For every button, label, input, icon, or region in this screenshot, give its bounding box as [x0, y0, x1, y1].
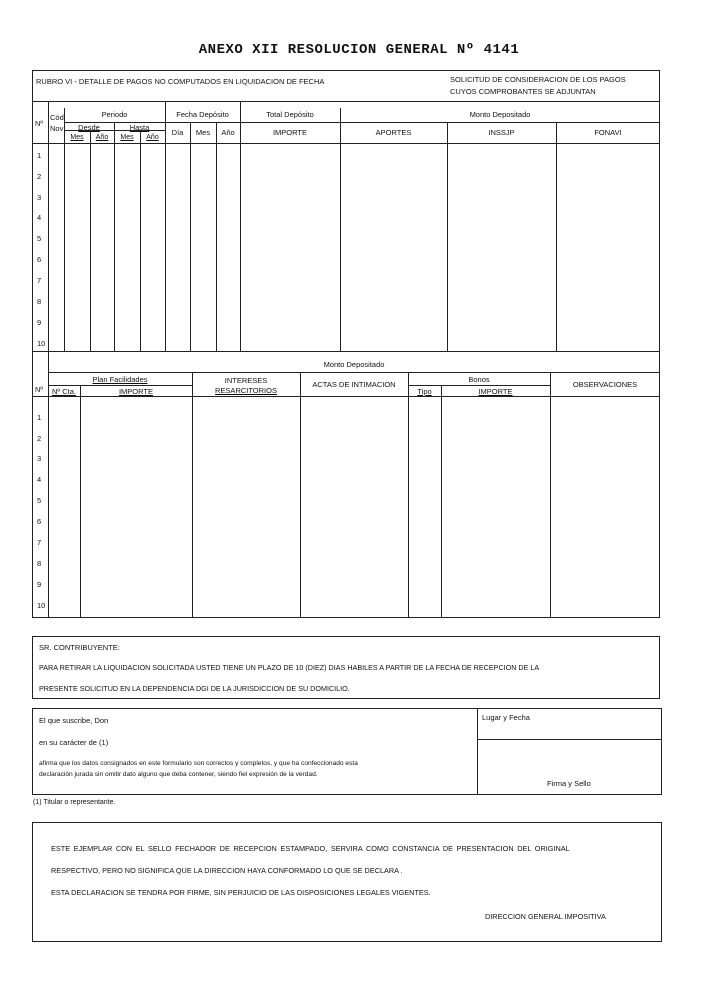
table-row: 6 — [37, 517, 42, 526]
table-row: 7 — [37, 276, 42, 285]
table-row: 8 — [37, 559, 42, 568]
col-tipo: Tipo — [417, 387, 432, 396]
rubro-label: RUBRO VI - DETALLE DE PAGOS NO COMPUTADOS EN LIQUIDACION DE FECHA — [36, 77, 325, 86]
caracter-field[interactable]: en su carácter de (1) — [39, 738, 109, 747]
col-bonos: Bonos — [468, 375, 490, 384]
col-resarcitorios: RESARCITORIOS — [215, 386, 277, 395]
col-monto-depositado-2: Monto Depositado — [323, 360, 385, 369]
col-fecha-deposito: Fecha Depósito — [176, 110, 229, 119]
table-row: 1 — [37, 413, 42, 422]
table-row: 7 — [37, 538, 42, 547]
col-no: Nº — [35, 119, 44, 128]
col-desde-anio: Año — [95, 134, 109, 141]
col-mes: Mes — [195, 128, 211, 137]
table-row: 6 — [37, 255, 42, 264]
col-no-cta: Nº Cta. — [52, 387, 76, 396]
table-row: 10 — [37, 339, 46, 348]
col-plan-facilidades: Plan Facilidades — [92, 375, 148, 384]
table-row: 2 — [37, 172, 42, 181]
aviso-line-3: ESTA DECLARACION SE TENDRA POR FIRME, SIN PERJUICIO DE LAS DISPOSICIONES LEGALES VIGENTES. — [51, 888, 431, 897]
col-dia: Día — [171, 128, 184, 137]
firma-sello-field[interactable]: Firma y Sello — [547, 779, 591, 788]
col-monto-depositado: Monto Depositado — [469, 110, 531, 119]
table-row: 3 — [37, 193, 42, 202]
table-row: 10 — [37, 601, 46, 610]
col-cod: Cód — [50, 113, 64, 122]
col-aportes: APORTES — [375, 128, 412, 137]
col-observaciones: OBSERVACIONES — [572, 380, 638, 389]
col-importe: IMPORTE — [272, 128, 308, 137]
solicitud-line-2: CUYOS COMPROBANTES SE ADJUNTAN — [450, 87, 596, 96]
table-row: 9 — [37, 318, 42, 327]
lugar-fecha-field[interactable]: Lugar y Fecha — [482, 713, 530, 722]
col-inssjp: INSSJP — [488, 128, 515, 137]
footnote: (1) Titular o representante. — [33, 799, 116, 806]
suscribe-field[interactable]: El que suscribe, Don — [39, 716, 109, 725]
solicitud-line-1: SOLICITUD DE CONSIDERACION DE LOS PAGOS — [450, 75, 626, 84]
col-importe-bonos: IMPORTE — [478, 387, 513, 396]
afirma-line-1: afirma que los datos consignados en este formulario son correctos y completos, y que ha confeccionado esta — [39, 760, 358, 767]
col-hasta: Hasta — [129, 123, 150, 132]
table-row: 4 — [37, 213, 42, 222]
page-title: ANEXO XII RESOLUCION GENERAL Nº 4141 — [198, 42, 520, 58]
col-intereses: INTERESES — [224, 376, 268, 385]
col-desde-mes: Mes — [70, 134, 84, 141]
aviso-line-1: ESTE EJEMPLAR CON EL SELLO FECHADOR DE RECEPCION ESTAMPADO, SERVIRA COMO CONSTANCIA DE PRESENTACION DEL ORIGINAL — [51, 844, 570, 853]
col-hasta-mes: Mes — [120, 134, 134, 141]
notice-line-1: PARA RETIRAR LA LIQUIDACION SOLICITADA USTED TIENE UN PLAZO DE 10 (DIEZ) DIAS HABILES A PARTIR DE LA FECHA DE RECEPCION DE LA — [39, 663, 540, 672]
col-actas: ACTAS DE INTIMACION — [312, 380, 396, 389]
reception-notice — [32, 822, 662, 942]
table-row: 9 — [37, 580, 42, 589]
contribuyente-notice — [32, 636, 660, 699]
afirma-line-2: declaración jurada sin omitir dato alguno que deba contener, siendo fiel expresión de la verdad. — [39, 771, 318, 778]
col-importe-2: IMPORTE — [118, 387, 154, 396]
notice-heading: SR. CONTRIBUYENTE: — [39, 643, 120, 652]
col-periodo: Periodo — [101, 110, 128, 119]
table-row: 5 — [37, 496, 42, 505]
col-fonavi: FONAVI — [594, 128, 622, 137]
table-row: 4 — [37, 475, 42, 484]
notice-line-2: PRESENTE SOLICITUD EN LA DEPENDENCIA DGI DE LA JURISDICCION DE SU DOMICILIO. — [39, 684, 350, 693]
aviso-line-2: RESPECTIVO, PERO NO SIGNIFICA QUE LA DIRECCION HAYA CONFORMADO LO QUE SE DECLARA . — [51, 866, 403, 875]
form-frame — [32, 70, 660, 618]
col-total-deposito: Total Depósito — [266, 110, 314, 119]
table-row: 8 — [37, 297, 42, 306]
col-hasta-anio: Año — [146, 134, 159, 141]
col-no-2: Nº — [35, 385, 44, 394]
table-row: 2 — [37, 434, 42, 443]
col-anio: Año — [221, 128, 235, 137]
declaration-box — [32, 708, 662, 795]
aviso-signature: DIRECCION GENERAL IMPOSITIVA — [485, 912, 606, 921]
col-nov: Nov — [50, 124, 64, 133]
table-row: 5 — [37, 234, 42, 243]
table-row: 3 — [37, 454, 42, 463]
table-row: 1 — [37, 151, 42, 160]
col-desde: Desde — [78, 123, 100, 132]
